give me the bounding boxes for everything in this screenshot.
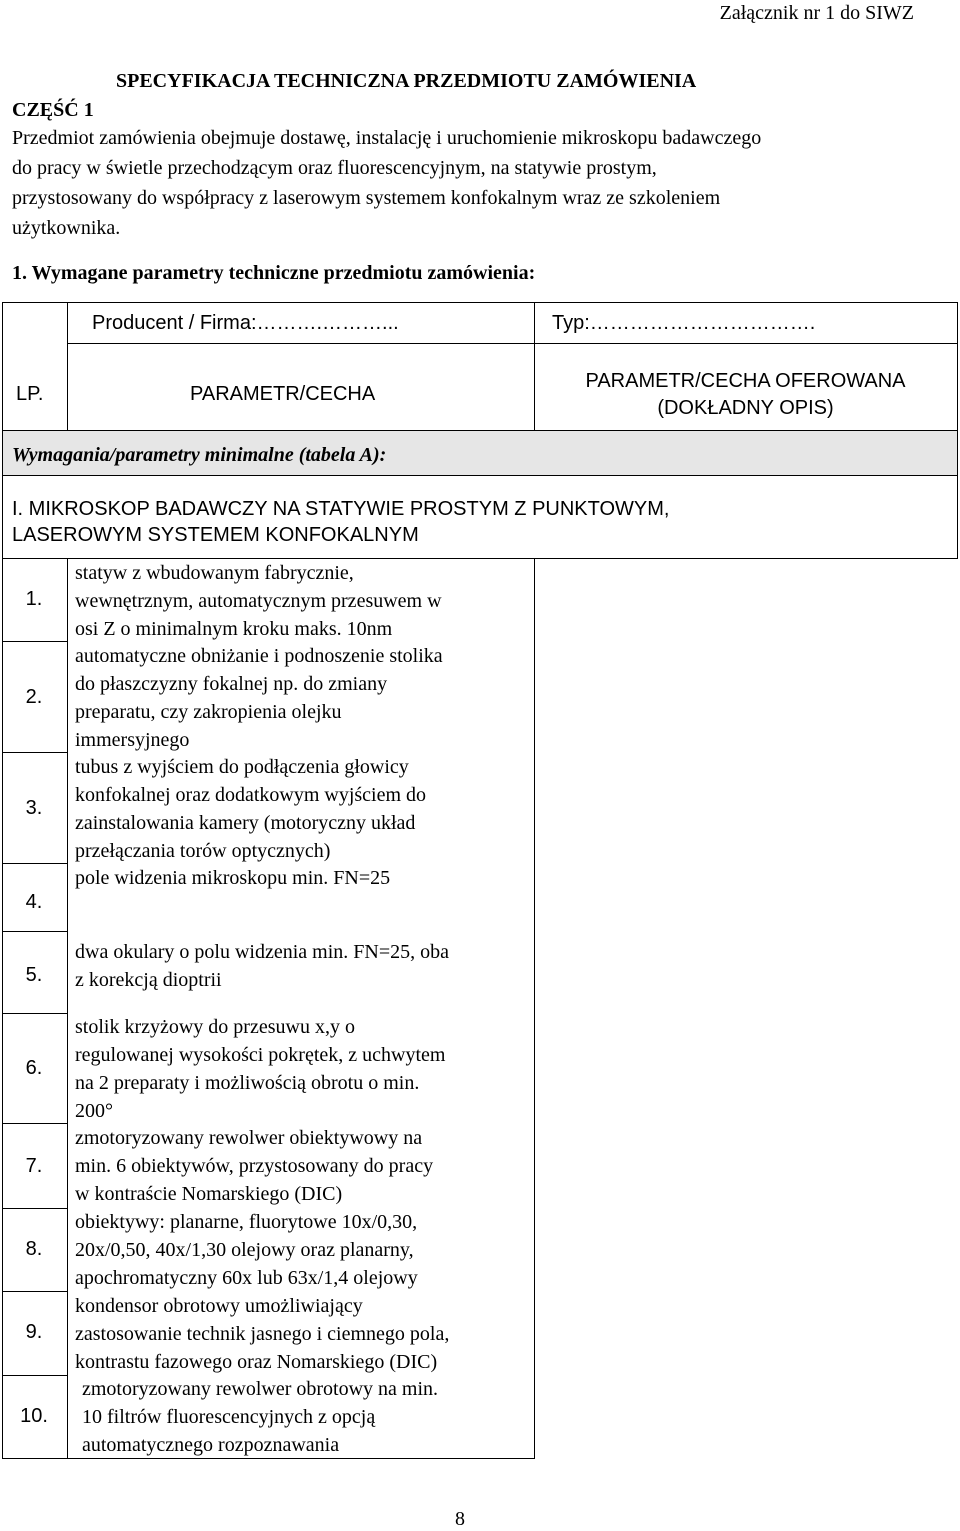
row-description: kondensor obrotowy umożliwiający zastosowanie technik jasnego i ciemnego pola, kontrastu fazowego oraz Nomarskiego (DIC)	[75, 1295, 450, 1373]
attachment-label: Załącznik nr 1 do SIWZ	[719, 2, 914, 24]
producer-row-bottom	[67, 343, 957, 344]
divider-lp-body	[67, 558, 68, 1458]
intro-line: do pracy w świetle przechodzącym oraz fluorescencyjnym, na statywie prostym,	[12, 157, 657, 179]
col-param-header: PARAMETR/CECHA	[190, 383, 376, 405]
document-title: SPECYFIKACJA TECHNICZNA PRZEDMIOTU ZAMÓWIENIA	[116, 70, 697, 92]
header-bottom	[2, 430, 958, 431]
row-number: 5.	[25, 964, 43, 986]
section-heading: 1. Wymagane parametry techniczne przedmiotu zamówienia:	[12, 262, 536, 284]
intro-line: przystosowany do współpracy z laserowym systemem konfokalnym wraz ze szkoleniem	[12, 187, 721, 209]
divider-param-body	[534, 558, 535, 1458]
col-offered-line: PARAMETR/CECHA OFEROWANA	[585, 370, 906, 392]
requirements-label: Wymagania/parametry minimalne (tabela A):	[12, 444, 387, 466]
row-number: 2.	[25, 686, 43, 708]
divider-lp	[67, 302, 68, 430]
intro-line: Przedmiot zamówienia obejmuje dostawę, instalację i uruchomienie mikroskopu badawczego	[12, 127, 762, 149]
page-number: 8	[455, 1508, 465, 1530]
row-description: dwa okulary o polu widzenia min. FN=25, oba z korekcją dioptrii	[75, 941, 449, 991]
row-description: automatyczne obniżanie i podnoszenie stolika do płaszczyzny fokalnej np. do zmiany preparatu, czy zakropienia olejku immersyjnego	[75, 645, 443, 751]
row-description: obiektywy: planarne, fluorytowe 10x/0,30, 20x/0,50, 40x/1,30 olejowy oraz planarny, apochromatyczny 60x lub 63x/1,4 olejowy	[75, 1211, 418, 1289]
row-description: pole widzenia mikroskopu min. FN=25	[75, 867, 391, 889]
row-description: tubus z wyjściem do podłączenia głowicy konfokalnej oraz dodatkowym wyjściem do zainstalowania kamery (motoryczny układ przełączania torów optycznych)	[75, 756, 427, 862]
row-number: 3.	[25, 797, 43, 819]
row-description: zmotoryzowany rewolwer obrotowy na min. 10 filtrów fluorescencyjnych z opcją automatycznego rozpoznawania	[82, 1378, 439, 1456]
col-offered-header	[534, 368, 957, 422]
col-offered-line: (DOKŁADNY OPIS)	[657, 397, 834, 419]
col-lp-header: LP.	[16, 383, 44, 405]
producer-field: Producent / Firma:……….………...	[92, 312, 399, 334]
intro-paragraph	[12, 123, 912, 243]
row-number: 1.	[25, 588, 43, 610]
row-number: 9.	[25, 1321, 43, 1343]
row-number: 8.	[25, 1238, 43, 1260]
group-heading	[12, 496, 932, 548]
row-number: 7.	[25, 1155, 43, 1177]
type-field: Typ:…………………………….	[552, 312, 816, 334]
band-bottom	[2, 475, 958, 476]
row-number: 4.	[25, 891, 43, 913]
row-number: 6.	[25, 1057, 43, 1079]
group-heading-line: LASEROWYM SYSTEMEM KONFOKALNYM	[12, 524, 419, 546]
row-description: statyw z wbudowanym fabrycznie, wewnętrznym, automatycznym przesuwem w osi Z o minimalnym kroku maks. 10nm	[75, 562, 442, 640]
row-description: zmotoryzowany rewolwer obiektywowy na min. 6 obiektywów, przystosowany do pracy w kontraście Nomarskiego (DIC)	[75, 1127, 434, 1205]
row-description: stolik krzyżowy do przesuwu x,y o regulowanej wysokości pokrętek, z uchwytem na 2 preparaty i możliwością obrotu o min. 200°	[75, 1016, 446, 1122]
group-heading-line: I. MIKROSKOP BADAWCZY NA STATYWIE PROSTYM Z PUNKTOWYM,	[12, 498, 670, 520]
table-top	[2, 302, 958, 303]
intro-line: użytkownika.	[12, 217, 121, 239]
row-number: 10.	[20, 1405, 48, 1427]
part-label: CZĘŚĆ 1	[12, 99, 94, 121]
